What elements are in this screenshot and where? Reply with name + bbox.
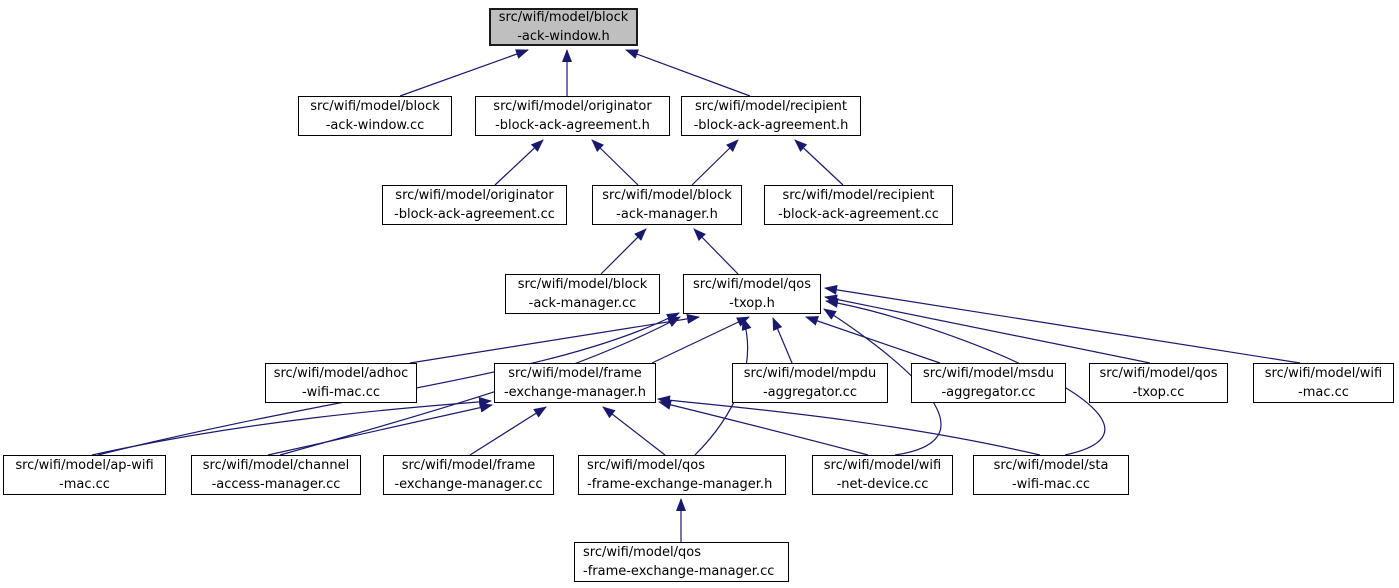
node-label-line: src/wifi/model/originator [395,188,554,203]
node-label-line: src/wifi/model/block [517,277,648,292]
edge-qos-txop-cc-to-qos-txop-h [825,297,1150,363]
graph-node-sta-wifi-mac-cc[interactable] [973,455,1129,495]
edge-recipient-block-ack-agreement-h-to-block-ack-window-h [626,50,750,96]
graph-node-channel-access-manager-cc[interactable] [191,455,361,495]
edge-channel-access-manager-cc-to-frame-exchange-manager-h [268,405,492,455]
node-label-line: -access-manager.cc [211,477,341,492]
node-label-line: -txop.h [729,296,775,311]
node-label-line: -frame-exchange-manager.h [587,477,773,492]
graph-node-block-ack-manager-cc[interactable] [505,274,660,314]
node-label-line: src/wifi/model/recipient [782,188,935,203]
node-label-line: src/wifi/model/ap-wifi [15,458,154,473]
graph-node-mpdu-aggregator-cc[interactable] [732,363,888,403]
graph-node-adhoc-wifi-mac-cc[interactable] [265,363,417,403]
node-label-line: src/wifi/model/block [310,99,440,114]
edge-block-ack-manager-cc-to-block-ack-manager-h [601,229,646,274]
node-label-line: src/wifi/model/frame [508,366,642,381]
graph-node-block-ack-window-h [489,8,638,46]
graph-node-qos-txop-h[interactable] [683,274,821,314]
node-label-line: -mac.cc [59,477,110,492]
edge-qos-txop-h-to-block-ack-manager-h [694,229,738,274]
graph-node-block-ack-manager-h[interactable] [592,185,742,225]
graph-node-msdu-aggregator-cc[interactable] [911,363,1066,403]
node-label-line: src/wifi/model/block [498,10,629,25]
node-label-line: -block-ack-agreement.cc [778,207,939,222]
graph-node-qos-frame-exchange-manager-cc[interactable] [574,542,789,582]
node-label-line: -net-device.cc [836,477,929,492]
graph-node-wifi-net-device-cc[interactable] [812,455,953,495]
edge-block-ack-manager-h-to-originator-block-ack-agreement-h [592,140,638,185]
edge-qos-frame-exchange-manager-h-to-frame-exchange-manager-h [603,407,665,455]
node-label-line: -ack-manager.cc [528,296,637,311]
graph-node-wifi-mac-cc[interactable] [1253,363,1394,403]
node-label-line: -txop.cc [1132,385,1185,400]
node-label-line: src/wifi/model/mpdu [743,366,877,381]
graph-node-qos-txop-cc[interactable] [1089,363,1228,403]
graph-node-originator-block-ack-agreement-cc[interactable] [382,185,567,225]
node-label-line: -block-ack-agreement.h [693,118,849,133]
graph-node-frame-exchange-manager-cc[interactable] [383,455,554,495]
node-label-line: -ack-window.h [517,29,610,44]
node-label-line: -ack-window.cc [325,118,425,133]
node-label-line: src/wifi/model/sta [993,458,1109,473]
node-label-line: src/wifi/model/adhoc [273,366,409,381]
graph-node-qos-frame-exchange-manager-h[interactable] [578,455,786,495]
edge-ap-wifi-mac-cc-to-frame-exchange-manager-h [92,401,491,455]
graph-node-ap-wifi-mac-cc[interactable] [3,455,166,495]
node-label-line: src/wifi/model/qos [1099,366,1218,381]
node-label-line: src/wifi/model/qos [583,545,702,560]
node-label-line: -block-ack-agreement.h [495,118,650,133]
edge-frame-exchange-manager-cc-to-frame-exchange-manager-h [470,407,546,455]
edge-msdu-aggregator-cc-to-qos-txop-h [806,317,940,363]
node-label-line: src/wifi/model/wifi [1264,366,1383,381]
node-label-line: -frame-exchange-manager.cc [583,564,775,579]
edge-recipient-block-ack-agreement-cc-to-recipient-block-ack-agreement-h [795,140,843,185]
node-label-line: src/wifi/model/qos [692,277,811,292]
node-label-line: src/wifi/model/frame [401,458,536,473]
node-label-line: src/wifi/model/qos [587,458,706,473]
edge-mpdu-aggregator-cc-to-qos-txop-h [773,318,792,363]
node-label-line: -aggregator.cc [941,385,1036,400]
edge-wifi-mac-cc-to-qos-txop-h [825,288,1300,363]
edge-originator-block-ack-agreement-cc-to-originator-block-ack-agreement-h [495,140,543,185]
node-label-line: src/wifi/model/originator [493,99,652,114]
node-label-line: -ack-manager.h [616,207,718,222]
node-label-line: src/wifi/model/block [602,188,732,203]
graph-node-originator-block-ack-agreement-h[interactable] [475,96,670,136]
edge-block-ack-manager-h-to-recipient-block-ack-agreement-h [692,140,738,185]
edge-block-ack-window-cc-to-block-ack-window-h [400,50,528,96]
edge-sta-wifi-mac-cc-to-frame-exchange-manager-h [658,399,1040,455]
node-label-line: src/wifi/model/recipient [694,99,848,114]
node-label-line: -aggregator.cc [762,385,858,400]
node-label-line: src/wifi/model/msdu [923,366,1054,381]
node-label-line: -wifi-mac.cc [301,385,381,400]
node-label-line: src/wifi/model/wifi [823,458,942,473]
graph-node-frame-exchange-manager-h[interactable] [494,363,656,403]
node-label-line: -block-ack-agreement.cc [394,207,555,222]
node-label-line: src/wifi/model/channel [202,458,350,473]
graph-node-block-ack-window-cc[interactable] [298,96,452,136]
node-label-line: -wifi-mac.cc [1011,477,1091,492]
node-label-line: -exchange-manager.h [503,385,647,400]
node-label-line: -mac.cc [1298,385,1349,400]
graph-node-recipient-block-ack-agreement-h[interactable] [681,96,861,136]
node-label-line: -exchange-manager.cc [394,477,543,492]
graph-node-recipient-block-ack-agreement-cc[interactable] [764,185,953,225]
